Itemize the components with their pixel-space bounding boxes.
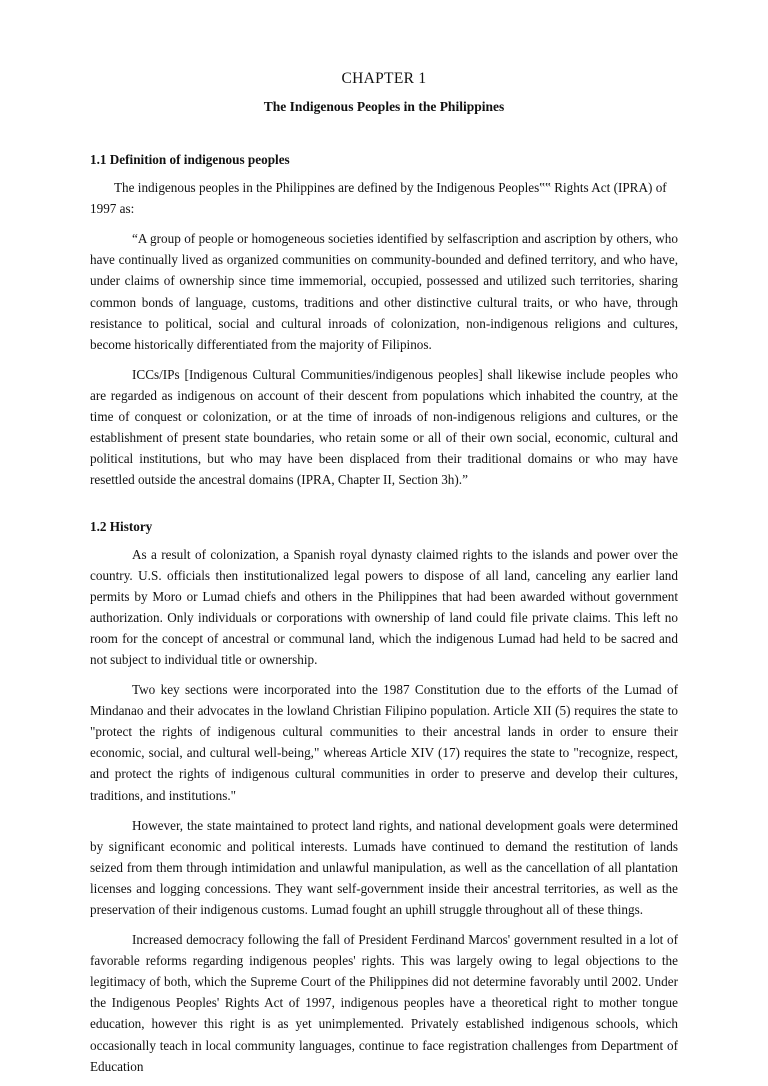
paragraph-ipra-quote: “A group of people or homogeneous societies identified by selfascription and ascription by others, who have continually lived as organized communities on community-bounded and defined territory, and who have, under claims of ownership since time immemorial, occupied, possessed and utilized such territories, sharing common bonds of language, customs, traditions and other distinctive cultural traits, or who have, through resistance to political, social and cultural inroads of colonization, non-indigenous religions and cultures, become historically differentiated from the majority of Filipinos. xyxy=(90,231,678,352)
chapter-title: The Indigenous Peoples in the Philippines xyxy=(263,99,505,114)
paragraph-history-colonization: As a result of colonization, a Spanish royal dynasty claimed rights to the islands and power over the country. U.S. officials then institutionalized legal powers to dispose of all land, canceling any earlier land permits by Moro or Lumad chiefs and others in the Philippines that had been awarded without government authorization. Only individuals or corporations with ownership of land could file private claims. This left no room for the concept of ancestral or communal land, which the indigenous Lumad had held to be sacred and not subject to individual title or ownership. xyxy=(90,546,678,667)
paragraph-ipra-iccs: ICCs/IPs [Indigenous Cultural Communities/indigenous peoples] shall likewise include peoples who are regarded as indigenous on account of their descent from populations which inhabited the country, at the time of conquest or colonization, or at the time of inroads of non-indigenous religions and cultures, or the establishment of present state boundaries, who retain some or all of their own social, economic, cultural and political institutions, but who may have been displaced from their traditional domains or who may have resettled outside the ancestral domains (IPRA, Chapter II, Section 3h).” xyxy=(90,366,678,488)
section-heading-history: 1.2 History xyxy=(90,519,153,535)
section-heading-definition: 1.1 Definition of indigenous peoples xyxy=(90,152,290,167)
chapter-label: CHAPTER 1 xyxy=(341,70,427,87)
paragraph-definition-intro: The indigenous peoples in the Philippines are defined by the Indigenous Peoples‟‟ Rights Act (IPRA) of 1997 as: xyxy=(90,180,667,217)
paragraph-history-constitution: Two key sections were incorporated into the 1987 Constitution due to the efforts of the Lumad of Mindanao and their advocates in the lowland Christian Filipino population. Article XII (5) requires the state to "protect the rights of indigenous cultural communities to their ancestral lands in order to ensure their economic, social, and cultural well-being," whereas Article XIV (17) requires the state to "recognize, respect, and protect the rights of indigenous cultural communities in order to preserve and develop their cultures, traditions, and institutions." xyxy=(90,682,678,803)
paragraph-history-land-rights: However, the state maintained to protect land rights, and national development goals were determined by significant economic and political interests. Lumads have continued to demand the restitution of lands seized from them through intimidation and unlawful manipulation, as well as the cancellation of all plantation licenses and logging concessions. They want self-government inside their ancestral territories, as well as the preservation of their indigenous customs. Lumad fought an uphill struggle throughout all of these things. xyxy=(90,817,678,917)
paragraph-history-democracy: Increased democracy following the fall of President Ferdinand Marcos' government resulted in a lot of favorable reforms regarding indigenous peoples' rights. This was largely owing to legal objections to the legitimacy of both, which the Supreme Court of the Philippines did not determine favorably until 2002. Under the Indigenous Peoples' Rights Act of 1997, indigenous peoples have a theoretical right to mother tongue education, however this right is as yet unimplemented. Privately established indigenous schools, which occasionally teach in local community languages, continue to face registration challenges from Department of Education xyxy=(90,932,678,1074)
document-body xyxy=(90,149,678,1086)
